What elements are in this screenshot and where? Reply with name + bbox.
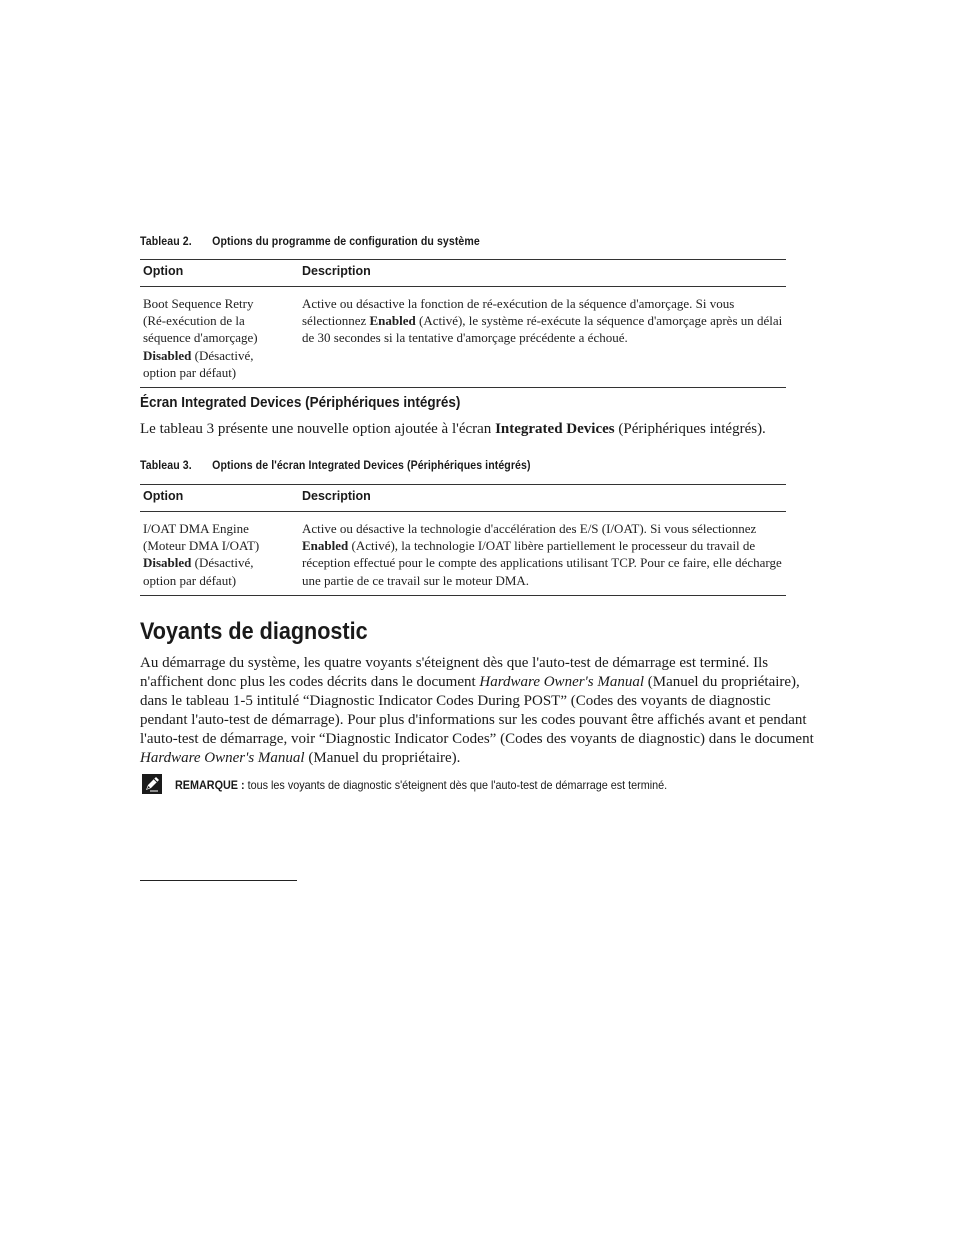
- diagnostic-paragraph: [140, 654, 815, 768]
- option-default-note: (Désactivé,: [191, 555, 254, 571]
- option-name: I/OAT DMA Engine: [143, 521, 249, 536]
- note-label: REMARQUE :: [175, 778, 245, 792]
- intro-text: Le tableau 3 présente une nouvelle option ajoutée à l'écran: [140, 421, 496, 437]
- footer-rule: [140, 880, 297, 881]
- table2-caption-number: Tableau 2.: [140, 234, 192, 248]
- option-default-value: Disabled: [143, 555, 192, 571]
- column-header-description: Description: [302, 489, 371, 503]
- table3-caption: [140, 458, 531, 472]
- intro-text-cont: (Périphériques intégrés).: [614, 421, 766, 437]
- section-intro: [140, 420, 815, 439]
- option-cell: [140, 512, 299, 596]
- description-bold: Enabled: [302, 538, 349, 554]
- intro-bold: Integrated Devices: [495, 421, 615, 437]
- column-header-option: Option: [143, 489, 184, 503]
- option-default-note-cont: option par défaut): [143, 572, 237, 588]
- table2-caption-title: Options du programme de configuration du système: [212, 234, 480, 248]
- note-text: [175, 778, 667, 792]
- description-text: Active ou désactive la technologie d'accélération des E/S (I/OAT). Si vous sélectionnez: [302, 521, 757, 536]
- table3: [140, 484, 786, 596]
- table-row: [140, 287, 786, 388]
- section-heading-integrated-devices: Écran Integrated Devices (Périphériques intégrés): [140, 394, 461, 411]
- column-header-description: Description: [302, 264, 371, 278]
- option-default-note: (Désactivé,: [191, 347, 254, 363]
- option-name: Boot Sequence Retry: [143, 296, 254, 311]
- table3-caption-number: Tableau 3.: [140, 458, 192, 472]
- table-row: [140, 512, 786, 596]
- option-name-translation-cont: séquence d'amorçage): [143, 330, 258, 346]
- table2-caption: [140, 234, 480, 248]
- section-heading-diagnostic: Voyants de diagnostic: [140, 618, 368, 645]
- option-default-note-cont: option par défaut): [143, 364, 237, 380]
- paragraph-text-end: (Manuel du propriétaire).: [304, 750, 461, 766]
- table2: [140, 259, 786, 388]
- option-name-translation: (Ré-exécution de la: [143, 313, 245, 329]
- table-header-row: [140, 485, 786, 512]
- column-header-option: Option: [143, 264, 184, 278]
- paragraph-text-cont: (Manuel du propriétaire), dans le tableau 1-5 intitulé “Diagnostic Indicator Codes During POST” (Codes des voyants de diagnostic pendant l'auto-test de démarrage). Pour plus d'informations sur les codes pouvant être affichés avant et pendant l'auto-test de démarrage, voir “Diagnostic Indicator Codes” (Codes des voyants de diagnostic) dans le document: [140, 674, 814, 747]
- note-body: tous les voyants de diagnostic s'éteignent dès que l'auto-test de démarrage est terminé.: [244, 778, 668, 792]
- option-default-value: Disabled: [143, 347, 192, 363]
- table-header-row: [140, 260, 786, 287]
- description-cell: [299, 287, 786, 388]
- description-text-cont: (Activé), le système ré-exécute la séquence d'amorçage après un délai de 30 secondes si la tentative d'amorçage précédente a échoué.: [302, 313, 783, 346]
- pencil-note-icon: [141, 773, 163, 795]
- option-name-translation: (Moteur DMA I/OAT): [143, 538, 260, 554]
- table3-caption-title: Options de l'écran Integrated Devices (Périphériques intégrés): [212, 458, 531, 472]
- description-text-cont: (Activé), la technologie I/OAT libère partiellement le processeur du travail de réception effectué pour le compte des applications utilisant TCP. Pour ce faire, elle décharge une partie de ce travail sur le moteur DMA.: [302, 538, 782, 588]
- paragraph-text: Au démarrage du système, les quatre voyants s'éteignent dès que l'auto-test de démarrage est terminé. Ils n'affichent donc plus les codes décrits dans le document: [140, 655, 769, 690]
- manual-title: Hardware Owner's Manual: [140, 750, 305, 766]
- manual-title: Hardware Owner's Manual: [479, 674, 645, 690]
- description-bold: Enabled: [369, 313, 416, 329]
- option-cell: [140, 287, 299, 388]
- description-cell: [299, 512, 786, 596]
- description-text: Active ou désactive la fonction de ré-exécution de la séquence d'amorçage. Si vous sélectionnez: [302, 296, 735, 329]
